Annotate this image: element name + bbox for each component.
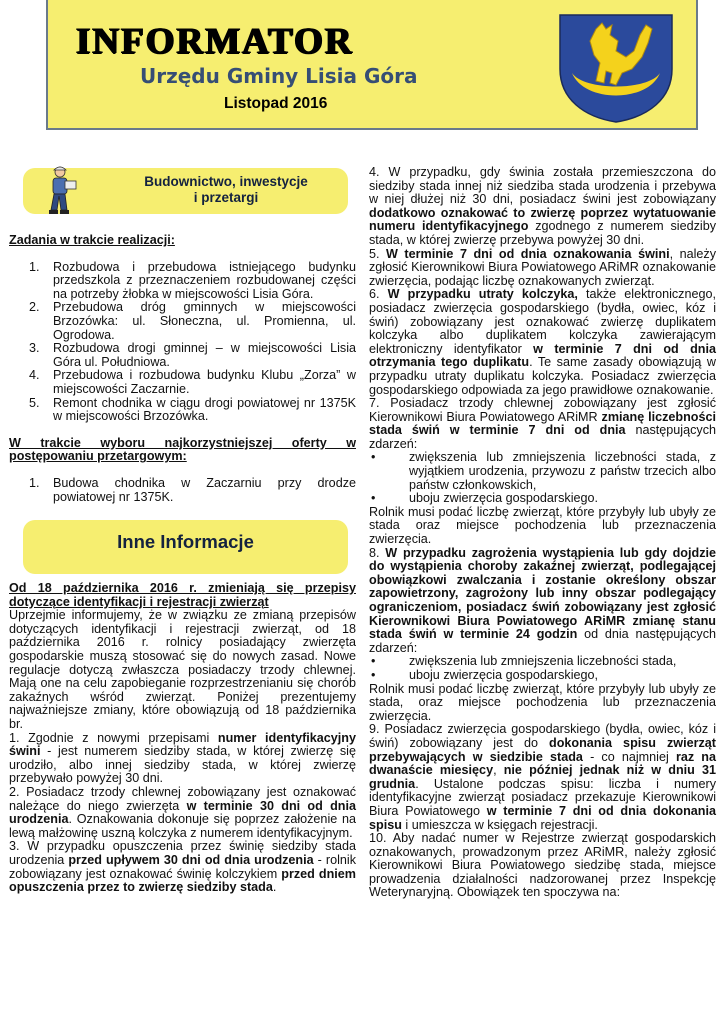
bullet-item: • uboju zwierzęcia gospodarskiego. — [371, 491, 599, 506]
article-paragraph: 9. Posiadacz zwierzęcia gospodarskiego (bydła, owiec, kóz i świń) zobowiązany jest do dokonania spisu zwierząt przebywających w siedzibie stada - co najmniej raz na dwanaście miesięcy, nie później jednak niż w dniu 31 grudnia. Ustalone podczas spisu: liczba i numery identyfikacyjne zwierząt posiadacz przekazuje Kierownikowi Biura Powiatowego w terminie 7 dni od dnia dokonania spisu i umieszcza w księgach rejestracji. — [369, 722, 717, 832]
article-paragraph: 3. W przypadku opuszczenia przez świnię siedziby stada urodzenia przed upływem 30 dni od dnia urodzenia - rolnik zobowiązany jest oznakować świnię kolczykiem przed dniem opuszczenia przez to zwierzę siedziby stada. — [9, 839, 356, 895]
newsletter-header — [46, 0, 698, 130]
section-heading: Zadania w trakcie realizacji: — [9, 233, 175, 247]
bullet-item: • zwiększenia lub zmniejszenia liczebności stada, — [371, 654, 677, 669]
right-column — [369, 166, 716, 900]
article-paragraph: 6. W przypadku utraty kolczyka, także elektronicznego, posiadacz zwierzęcia gospodarskiego (bydła, owiec, kóz i świń) zobowiązany jest oznakować zwierzę duplikatem kolczyka albo duplikatem kolczyka zawierającym elektroniczny identyfikator w terminie 7 dni od dnia otrzymania tego duplikatu. Te same zasady obowiązują w przypadku utraty duplikatu kolczyka. Posiadacz zwierzęcia gospodarskiego odpowiada za jego prawidłowe oznakowanie. — [369, 287, 716, 397]
coat-of-arms-icon — [556, 11, 676, 124]
tender-list — [9, 477, 356, 504]
left-column — [9, 168, 356, 895]
article-paragraph: 7. Posiadacz trzody chlewnej zobowiązany jest zgłosić Kierownikowi Biura Powiatowego ARiMR zmianę liczebności stada świń w terminie 7 dni od dnia następujących zdarzeń: — [369, 396, 716, 451]
list-item: 5. Remont chodnika w ciągu drogi powiatowej nr 1375K w miejscowości Brzozówka. — [29, 395, 356, 424]
article-paragraph: 4. W przypadku, gdy świnia została przemieszczona do siedziby stada innej niż siedziba stada urodzenia i przebywa w niej dłużej niż 30 dni, posiadacz świni jest zobowiązany dodatkowo oznakować to zwierzę poprzez wytatuowanie numeru identyfikacyjnego zgodnego z numerem siedziby stada, w której zwierzę przebywa powyżej 30 dni. — [369, 165, 716, 247]
section-banner-other-info — [23, 520, 348, 574]
section-banner-construction — [23, 168, 348, 214]
list-item: 1. Rozbudowa i przebudowa istniejącego budynku przedszkola z przeznaczeniem rozbudowanej części na potrzeby żłobka w miejscowości Lisia Góra. — [29, 259, 356, 301]
article-intro: Uprzejmie informujemy, że w związku ze zmianą przepisów dotyczących identyfikacji i rejestracji zwierząt, od 18 października 2016 r. rolnicy posiadający zwierzęta gospodarskie muszą stosować się do nowych zasad. Nowe regulacje dotyczą zwłaszcza posiadaczy trzody chlewnej. Mają one na celu zapobieganie rozprzestrzenianiu się chorób zakaźnych wśród zwierząt. Poniżej prezentujemy najważniejsze zmiany, które obowiązują od 18 października br. — [9, 608, 356, 732]
article-paragraph: 8. W przypadku zagrożenia wystąpienia lub gdy dojdzie do wystąpienia choroby zakaźnej zwierząt, podlegającej obowiązkowi zwalczania i zostanie określony obszar zapowietrzony, zagrożony lub inny obszar podlegający ograniczeniom, posiadacz świń zobowiązany jest zgłosić Kierownikowi Biura Powiatowego ARiMR zmianę stanu stada świń w terminie 24 godzin od dnia następujących zdarzeń: — [369, 545, 717, 655]
worker-clipart-icon — [45, 165, 79, 215]
bullet-item: • zwiększenia lub zmniejszenia liczebności stada, z wyjątkiem urodzenia, przywozu z państw trzecich albo państw członkowskich, — [371, 450, 716, 492]
list-item: 4. Przebudowa i rozbudowa budynku Klubu „Zorza” w miejscowości Zaczarnie. — [29, 368, 356, 396]
list-item: 1. Budowa chodnika w Zaczarniu przy drodze powiatowej nr 1375K. — [29, 475, 356, 504]
issue-date: Listopad 2016 — [224, 95, 328, 112]
newsletter-subtitle: Urzędu Gminy Lisia Góra — [140, 64, 418, 88]
bullet-item: • uboju zwierzęcia gospodarskiego, — [371, 667, 599, 682]
article-paragraph: 2. Posiadacz trzody chlewnej zobowiązany jest oznakować należące do niego zwierzęta w terminie 30 dni od dnia urodzenia. Oznakowania dokonuje się poprzez założenie na lewą małżowinę uszną kolczyka z numerem identyfikacyjnym. — [9, 785, 357, 840]
article-paragraph: 1. Zgodnie z nowymi przepisami numer identyfikacyjny świni - jest numerem siedziby stada, w której zwierzę się urodziło, albo innej siedziby stada, w której zwierzę przebywało powyżej 30 dni. — [9, 730, 356, 786]
list-item: 3. Rozbudowa drogi gminnej – w miejscowości Lisia Góra ul. Południowa. — [29, 341, 356, 369]
article-paragraph: 10. Aby nadać numer w Rejestrze zwierząt gospodarskich oznakowanych, prowadzonym przez ARiMR, należy zgłosić Kierownikowi Biura Powiatowego siedzibę stada, miejsce prowadzenia działalności nadzorowanej przez Inspekcję Weterynaryjną. Obowiązek ten spoczywa na: — [369, 831, 716, 900]
article-paragraph: Rolnik musi podać liczbę zwierząt, które przybyły lub ubyły ze stada oraz miejsce pochodzenia lub przeznaczenia zwierzęcia. — [369, 504, 716, 547]
article-heading: Od 18 października 2016 r. zmieniają się przepisy dotyczące identyfikacji i rejestracji zwierząt — [9, 581, 356, 609]
article-paragraph: Rolnik musi podać liczbę zwierząt, które przybyły lub ubyły ze stada, oraz miejsce pochodzenia lub przeznaczenia zwierzęcia. — [369, 681, 716, 723]
section-heading: W trakcie wyboru najkorzystniejszej oferty w postępowaniu przetargowym: — [9, 435, 356, 464]
section-banner-title: Inne Informacje — [117, 531, 254, 553]
tasks-in-progress-list — [9, 261, 356, 424]
newsletter-title: INFORMATOR — [76, 21, 354, 62]
section-banner-title: Budownictwo, inwestycje i przetargi — [144, 174, 308, 205]
list-item: 2. Przebudowa dróg gminnych w miejscowości Brzozówka: ul. Słoneczna, ul. Promienna, ul. Ogrodowa. — [29, 300, 356, 342]
article-paragraph: 5. W terminie 7 dni od dnia oznakowania świni, należy zgłosić Kierownikowi Biura Powiatowego ARiMR oznakowanie zwierzęcia, podając liczbę oznakowanych zwierząt. — [369, 246, 716, 288]
